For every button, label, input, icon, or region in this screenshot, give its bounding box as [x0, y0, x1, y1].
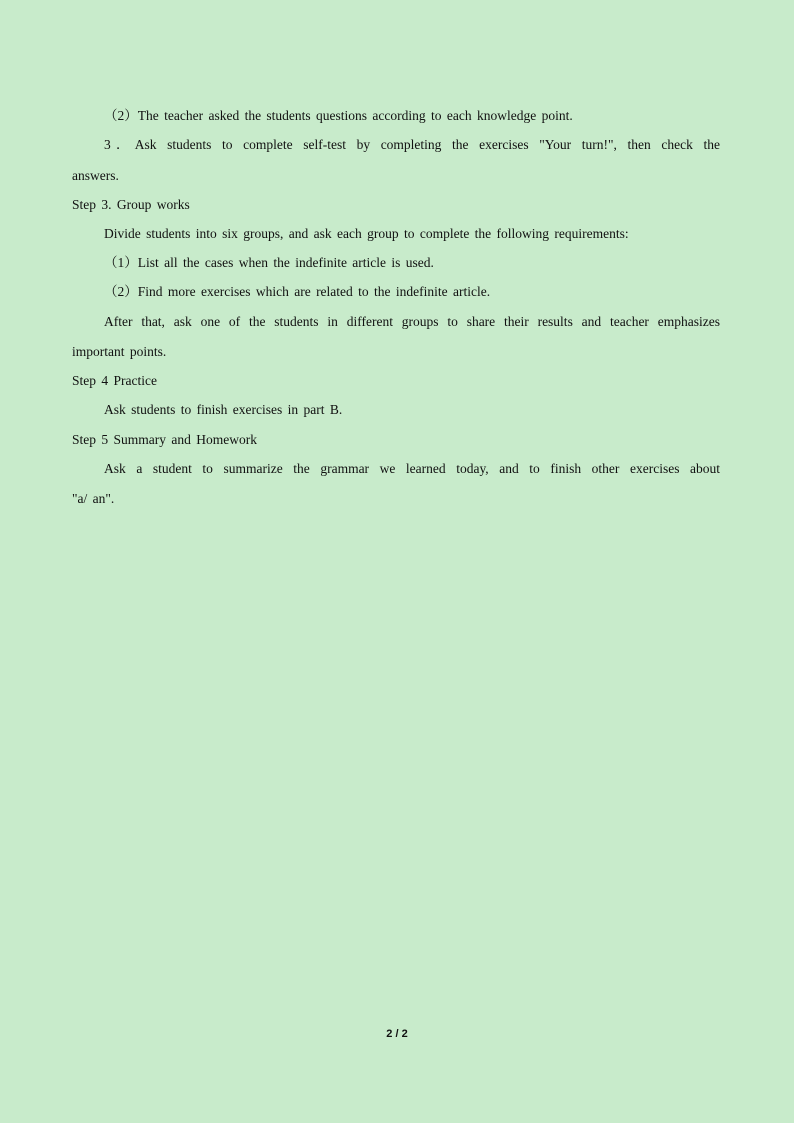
text-line-answers: answers.	[72, 168, 119, 183]
text-line-find-exercises: （2）Find more exercises which are related to the indefinite article.	[104, 284, 491, 299]
text-line-finish-exercises: Ask students to finish exercises in part B.	[104, 402, 343, 417]
text-line-self-test: 3．Ask students to complete self-test by completing the exercises "Your turn!", then check the	[104, 137, 720, 152]
text-line-divide-groups: Divide students into six groups, and ask each group to complete the following requirements:	[104, 226, 629, 241]
text-line-list-cases: （1）List all the cases when the indefinite article is used.	[104, 255, 434, 270]
text-line-important-points: important points.	[72, 344, 167, 359]
step-4-heading: Step 4 Practice	[72, 373, 157, 388]
step-5-heading: Step 5 Summary and Homework	[72, 432, 257, 447]
document-page	[72, 0, 720, 1123]
text-line-a-an: "a/ an".	[72, 491, 115, 506]
text-line-summarize: Ask a student to summarize the grammar we learned today, and to finish other exercises about	[104, 461, 720, 476]
page-number: 2 / 2	[386, 1028, 408, 1040]
step-3-heading: Step 3. Group works	[72, 197, 190, 212]
text-line-share-results: After that, ask one of the students in different groups to share their results and teacher emphasizes	[104, 314, 720, 329]
text-line-teacher-questions: （2）The teacher asked the students questions according to each knowledge point.	[104, 108, 573, 123]
